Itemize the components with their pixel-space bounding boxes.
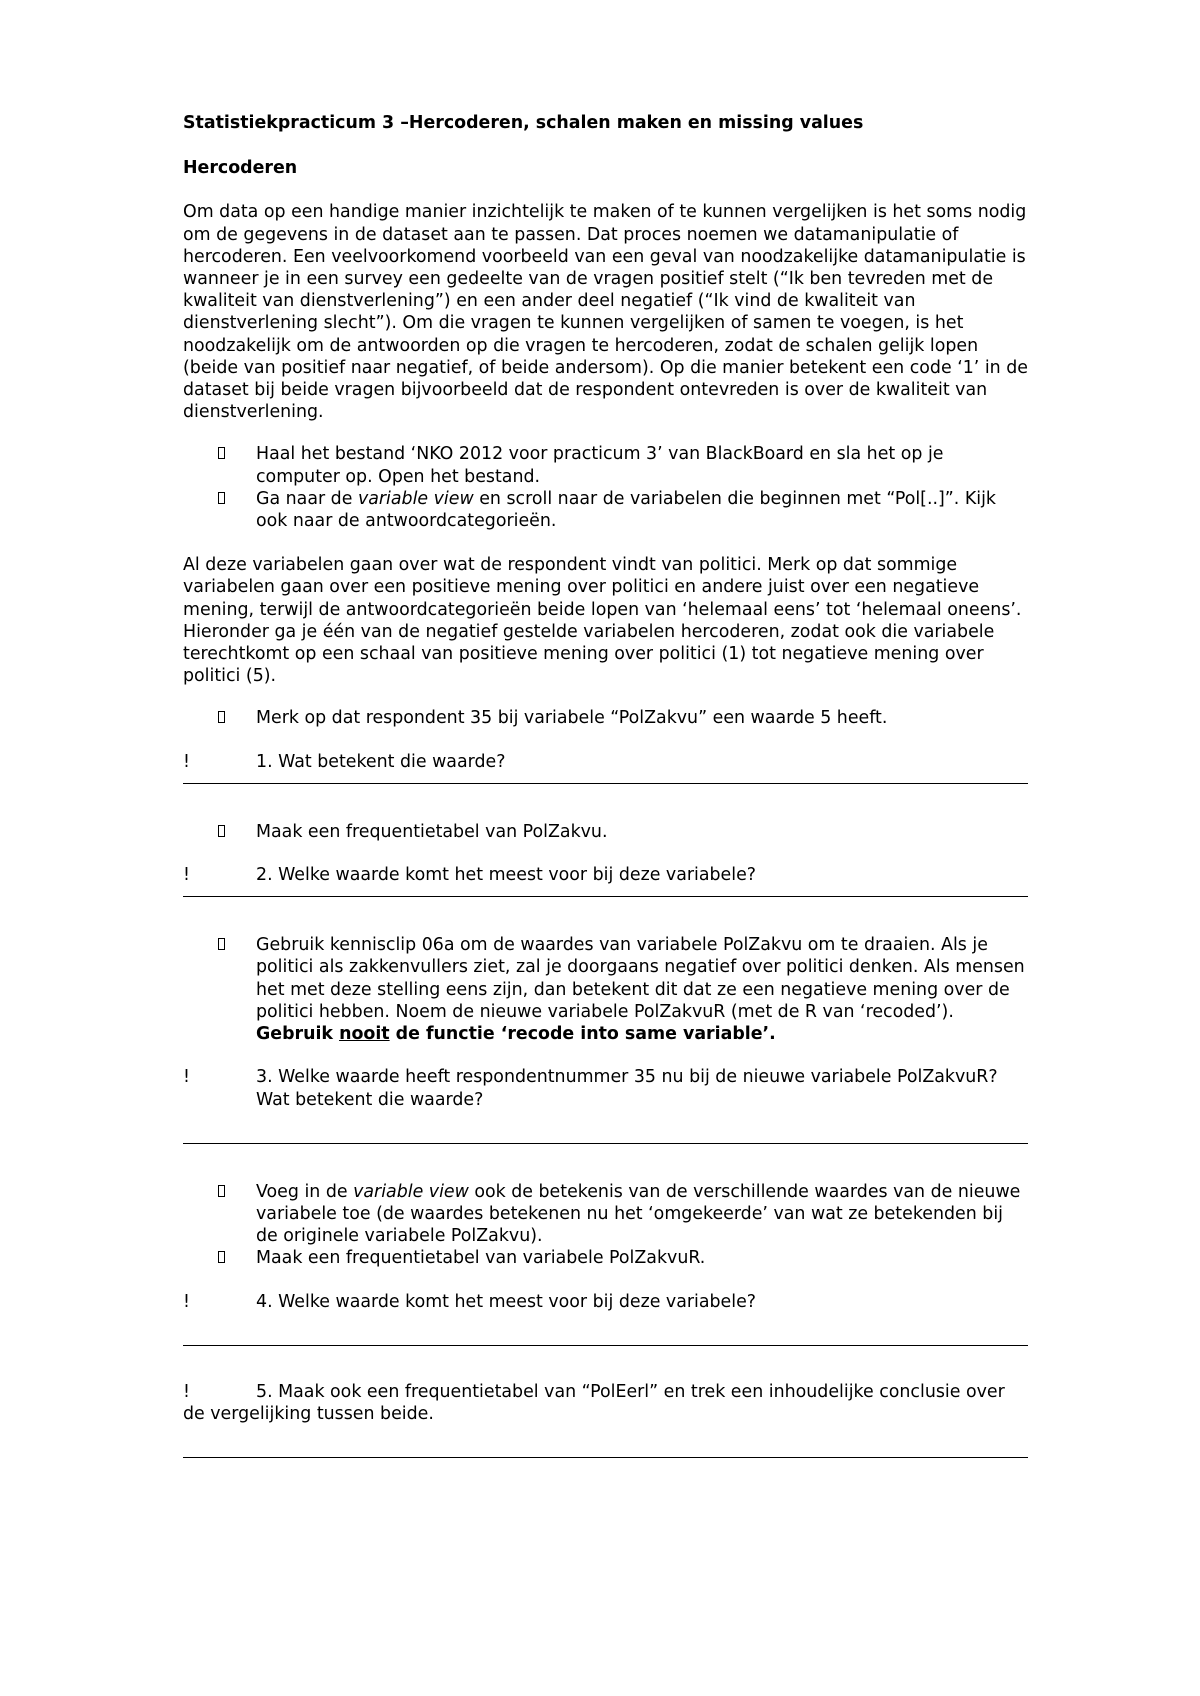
list-item [183, 1247, 1028, 1269]
bullet-box-icon [218, 711, 225, 723]
document-page [183, 112, 1028, 1458]
bold-text: Gebruik [256, 1024, 340, 1045]
list-item-text: Voeg in de [256, 1181, 354, 1202]
list-item-text: Maak een frequentietabel van variabele PolZakvuR. [256, 1248, 706, 1269]
instruction-list-1 [183, 443, 1028, 532]
answer-line-4[interactable] [183, 1345, 1028, 1346]
exclamation-icon: ! [183, 1067, 190, 1088]
answer-line-3[interactable] [183, 1143, 1028, 1144]
exclamation-icon: ! [183, 865, 190, 886]
list-item [183, 707, 1028, 729]
list-item [183, 821, 1028, 843]
bold-text: de functie ‘recode into same variable’. [389, 1024, 776, 1045]
list-item-text: ook de betekenis van de verschillende waardes van de nieuwe variabele toe (de waardes betekenen nu het ‘omgekeerde’ van wat ze betekenden bij de originele variabele PolZakvu). [256, 1181, 1021, 1247]
question-text: 4. Welke waarde komt het meest voor bij deze variabele? [256, 1291, 757, 1312]
exclamation-icon: ! [183, 1381, 190, 1402]
exclamation-icon: ! [183, 751, 190, 772]
question-4 [183, 1291, 1028, 1313]
list-item-text: Ga naar de [256, 488, 358, 509]
intro-paragraph: Om data op een handige manier inzichtelijk te maken of te kunnen vergelijken is het soms nodig om de gegevens in de dataset aan te passen. Dat proces noemen we datamanipulatie of hercoderen. Een veelvoorkomend voorbeeld van een geval van noodzakelijke datamanipulatie is wanneer je in een survey een gedeelte van de vragen positief stelt (“Ik ben tevreden met de kwaliteit van dienstverlening”) en een ander deel negatief (“Ik vind de kwaliteit van dienstverlening slecht”). Om die vragen te kunnen vergelijken of samen te voegen, is het noodzakelijk om de antwoorden op die vragen te hercoderen, zodat de schalen gelijk lopen (beide van positief naar negatief, of beide andersom). Op die manier betekent een code ‘1’ in de dataset bij beide vragen bijvoorbeeld dat de respondent ontevreden is over de kwaliteit van dienstverlening. [183, 202, 1028, 423]
list-item-text: Gebruik kennisclip 06a om de waardes van variabele PolZakvu om te draaien. Als je politici als zakkenvullers ziet, zal je doorgaans negatief over politici denken. Als mensen het met deze stelling eens zijn, dan betekent dit dat ze een negatieve mening over de politici hebben. Noem de nieuwe variabele PolZakvuR (met de R van ‘recoded’). [256, 935, 1025, 1022]
list-item [183, 488, 1028, 532]
instruction-list-2 [183, 707, 1028, 729]
paragraph-2: Al deze variabelen gaan over wat de respondent vindt van politici. Merk op dat sommige variabelen gaan over een positieve mening over politici en andere juist over een negatieve mening, terwijl de antwoordcategorieën beide lopen van ‘helemaal eens’ tot ‘helemaal oneens’. Hieronder ga je één van de negatief gestelde variabelen hercoderen, zodat ook die variabele terechtkomt op een schaal van positieve mening over politici (1) tot negatieve mening over politici (5). [183, 555, 1022, 687]
instruction-list-4 [183, 934, 1028, 1045]
list-item [183, 443, 1028, 487]
question-text: 1. Wat betekent die waarde? [256, 751, 506, 772]
section-heading: Hercoderen [183, 158, 298, 179]
list-item-text: Haal het bestand ‘NKO 2012 voor practicum 3’ van BlackBoard en sla het op je computer op. Open het bestand. [256, 444, 944, 487]
question-text: 3. Welke waarde heeft respondentnummer 35 nu bij de nieuwe variabele PolZakvuR? Wat betekent die waarde? [256, 1067, 998, 1110]
bullet-box-icon [218, 447, 225, 459]
bullet-box-icon [218, 492, 225, 504]
answer-line-1[interactable] [183, 783, 1028, 784]
list-item-text: en scroll naar de variabelen die beginnen met “Pol[..]”. Kijk ook naar de antwoordcategorieën. [256, 488, 997, 532]
exclamation-icon: ! [183, 1291, 190, 1312]
list-item-text: Maak een frequentietabel van PolZakvu. [256, 821, 608, 842]
instruction-list-3 [183, 821, 1028, 843]
bullet-box-icon [218, 825, 225, 837]
answer-line-2[interactable] [183, 896, 1028, 897]
question-3 [183, 1066, 1028, 1110]
list-item [183, 934, 1028, 1045]
list-item-text: Merk op dat respondent 35 bij variabele “PolZakvu” een waarde 5 heeft. [256, 708, 888, 729]
question-5 [183, 1381, 1028, 1425]
question-2 [183, 864, 1028, 886]
question-1 [183, 751, 1028, 773]
document-title: Statistiekpracticum 3 –Hercoderen, schalen maken en missing values [183, 113, 864, 133]
emphasis-text: variable view [357, 488, 474, 509]
answer-line-5[interactable] [183, 1457, 1028, 1458]
bullet-box-icon [218, 1251, 225, 1263]
underlined-bold-text: nooit [339, 1024, 390, 1045]
bullet-box-icon [218, 1185, 225, 1197]
list-item [183, 1181, 1028, 1248]
emphasis-text: variable view [353, 1181, 469, 1202]
instruction-list-5 [183, 1181, 1028, 1270]
question-text: 5. Maak ook een frequentietabel van “PolEerl” en trek een inhoudelijke conclusie over de vergelijking tussen beide. [183, 1381, 1005, 1424]
bullet-box-icon [218, 938, 225, 950]
question-text: 2. Welke waarde komt het meest voor bij deze variabele? [256, 865, 757, 886]
